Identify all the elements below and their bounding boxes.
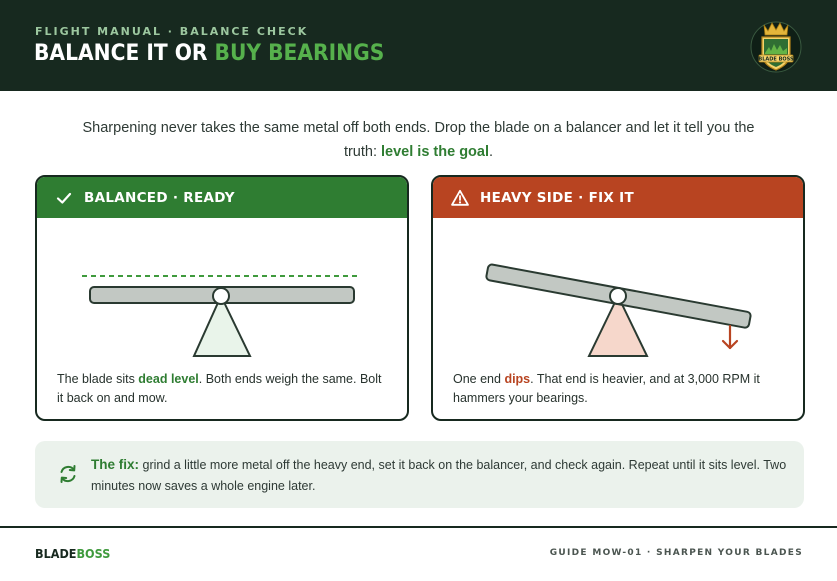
footer-brand: BLADEBOSS: [35, 546, 111, 561]
fix-label: The fix:: [91, 457, 140, 472]
footer-divider: [0, 526, 837, 528]
kicker-text: FLIGHT MANUAL · BALANCE CHECK: [35, 25, 309, 38]
logo-text: BLADE BOSS: [758, 56, 794, 63]
balanced-highlight: dead level: [138, 372, 199, 386]
balanced-card-title: BALANCED · READY: [84, 189, 235, 206]
title-main: BALANCE IT OR: [34, 41, 215, 66]
heavy-blade-illustration: [433, 218, 803, 368]
dip-arrow-icon: [723, 326, 737, 348]
balancer-stand: [194, 296, 250, 356]
intro-highlight: level is the goal: [381, 144, 490, 160]
heavy-card-header: [433, 177, 803, 218]
footer-guide-label: GUIDE MOW-01 · SHARPEN YOUR BLADES: [549, 548, 803, 558]
intro-paragraph: Sharpening never takes the same metal off both ends. Drop the blade on a balancer and let it tell you the truth: level is the goal.: [82, 120, 755, 160]
pivot-point: [610, 288, 626, 304]
crown-shield-logo: [749, 16, 803, 74]
heavy-card-text: One end dips. That end is heavier, and at 3,000 RPM it hammers your bearings.: [453, 372, 760, 405]
balanced-card-text: The blade sits dead level. Both ends weigh the same. Bolt it back on and mow.: [57, 372, 382, 405]
balanced-blade-illustration: [37, 218, 407, 368]
page-title: [34, 41, 384, 66]
heavy-card: [431, 175, 805, 421]
balanced-card-header: [37, 177, 407, 218]
refresh-icon: [57, 463, 79, 485]
pivot-point: [213, 288, 229, 304]
title-accent: BUY BEARINGS: [214, 41, 385, 66]
header-bar: [0, 0, 837, 91]
heavy-card-title: HEAVY SIDE · FIX IT: [480, 189, 634, 206]
warning-icon: [450, 188, 470, 208]
balanced-card: [35, 175, 409, 421]
fix-text: The fix: grind a little more metal off the heavy end, set it back on the balancer, and check again. Repeat until it sits level. Two minutes now saves a whole engine later.: [91, 457, 787, 493]
check-icon: [54, 188, 74, 208]
heavy-highlight: dips: [504, 372, 531, 386]
fix-callout: [35, 441, 804, 508]
